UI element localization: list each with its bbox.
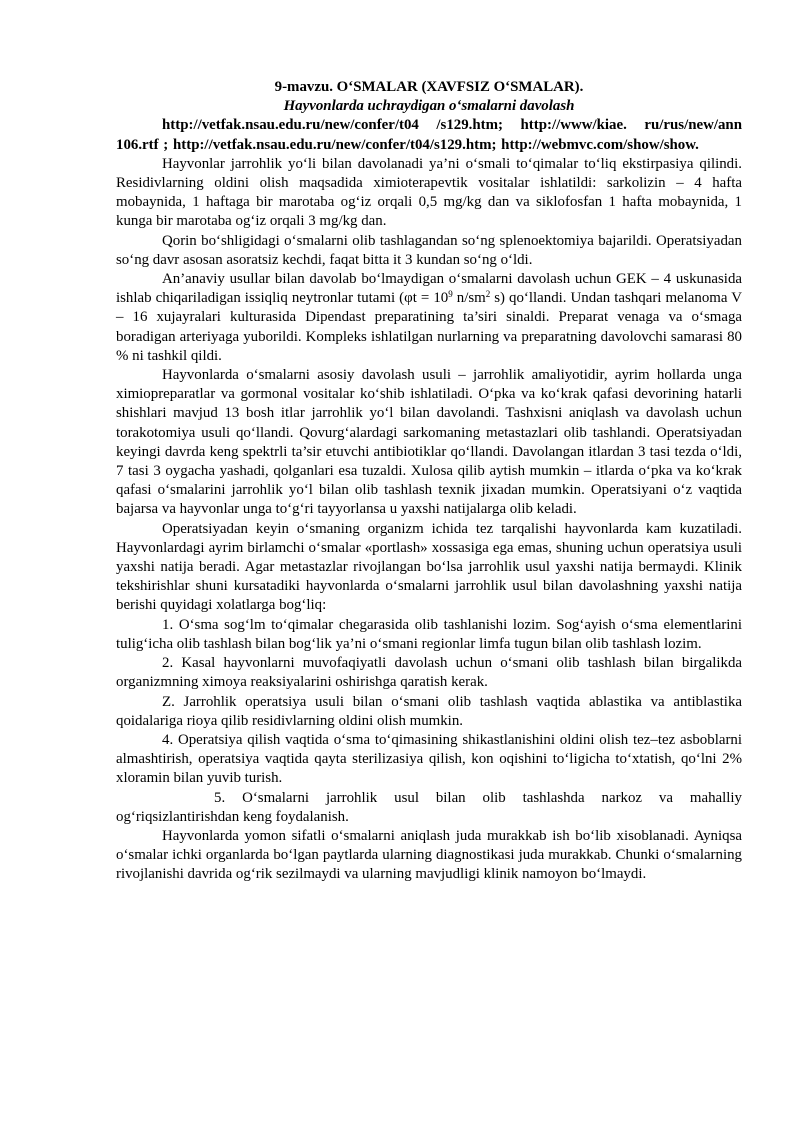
superscript-square: 2 (485, 289, 491, 300)
paragraph-metastasis: Operatsiyadan keyin o‘smaning organizm ichida tez tarqalishi hayvonlarda kam kuzatiladi. Hayvonlardagi ayrim birlamchi o‘smalar «portlash» xossasiga ega emas, shuning uchun operatsiya usuli yaxshi natija beradi. Agar metastazlar rivojlangan bo‘lsa jarrohlik usul yaxshi natija bermaydi. Klinik tekshirishlar shuni kursatadiki hayvonlarda o‘smalarni jarrohlik usul bilan davolashning yaxshi natija berishi quyidagi xolatlarga bog‘liq: (116, 520, 742, 614)
paragraph-splenectomy: Qorin bo‘shligidagi o‘smalarni olib tashlagandan so‘ng splenoektomiya bajarildi. Operatsiyadan so‘ng davr asosan asoratsiz kechdi, faqat bitta it 3 kundan so‘ng o‘ldi. (116, 232, 742, 268)
list-item-2: 2. Kasal hayvonlarni muvofaqiyatli davolash uchun o‘smani olib tashlash bilan birgalikda organizmning ximoya reaksiyalarini oshirishga qaratish kerak. (116, 655, 742, 691)
paragraph-surgery: Hayvonlarda o‘smalarni asosiy davolash usuli – jarrohlik amaliyotidir, ayrim hollarda unga ximiopreparatlar va gormonal vositalar ko‘shib ishlatiladi. O‘pka va ko‘krak qafasi devorining hatarli shishlari mavjud 13 bosh itlar jarrohlik yo‘l bilan davolandi. Tashxisni aniqlash va davolash uchun torakotomiya usuli qo‘llandi. Qovurg‘alardagi sarkomaning metastazlari olib tashlandi. Operatsiyadan keyingi davrda keng spektrli ta’sir etuvchi antibiotiklar qo‘llandi. Davolangan itlardan 3 tasi tezda o‘ldi, 7 tasi 3 oygacha yashadi, qolganlari esa tuzaldi. Xulosa qilib aytish mumkin – itlarda o‘pka va ko‘krak qafasi o‘smalarini jarrohlik yo‘l bilan olib tashlash texnik jixadan mumkin. Operatsiyani o‘z vaqtida bajarsa va hayvonlar unga to‘g‘ri tayyorlansa u yaxshi natijalarga olib keladi. (116, 367, 742, 518)
reference-links: http://vetfak.nsau.edu.ru/new/confer/t04 /s129.htm; http://www/kiae. ru/rus/new/ann 106.rtf ; http://vetfak.nsau.edu.ru/new/confer/t04/s129.htm; http://webmvc.com/show/show. (116, 117, 742, 153)
paragraph-neutron-text-a: An’anaviy usullar bilan davolab bo‘lmaydigan o‘smalarni davolash uchun GEK – 4 uskunasida ishlab chiqariladigan issiqliq neytronlar tutami (φt = 10 (116, 271, 742, 307)
document-subtitle: Hayvonlarda uchraydigan o‘smalarni davolash (283, 98, 575, 115)
list-item-3: Z. Jarrohlik operatsiya usuli bilan o‘smani olib tashlash vaqtida ablastika va antiblastika qoidalariga rioya qilib residivlarning oldini olish mumkin. (116, 693, 742, 729)
superscript-exponent: 9 (448, 289, 453, 300)
paragraph-neutron-text-c: s) qo‘llandi. Undan tashqari melanoma V – 16 xujayralari kulturasida Dipendast preparatining ta’siri sinaldi. Preparat venaga va o‘smaga boradigan arteriyaga yuborildi. Kompleks ishlatilgan nurlarning va preparatning davolovchi samarasi 80 % ni tashkil qildi. (116, 290, 742, 364)
list-item-5: 5. O‘smalarni jarrohlik usul bilan olib tashlashda narkoz va mahalliy og‘riqsizlantirishdan keng foydalanish. (116, 789, 742, 825)
document-title: 9-mavzu. O‘SMALAR (XAVFSIZ O‘SMALAR). (274, 79, 584, 95)
paragraph-neutron-text-b: n/sm (452, 290, 486, 307)
paragraph-neutron-therapy (116, 270, 742, 366)
list-item-4: 4. Operatsiya qilish vaqtida o‘sma to‘qimasining shikastlanishini oldini olish tez–tez asboblarni almashtirish, operatsiya vaqtida qayta sterilizasiya qilish, kon oqishini to‘ligicha to‘xtatish, qo‘lni 2% xloramin bilan yuvib turish. (116, 731, 742, 787)
document-page (116, 78, 742, 885)
list-item-1: 1. O‘sma sog‘lm to‘qimalar chegarasida olib tashlanishi lozim. Sog‘ayish o‘sma elementlarini tulig‘icha olib tashlash bilan bog‘lik ya’ni o‘smani regionlar limfa tugun bilan olib tashlash lozim. (116, 616, 742, 652)
paragraph-treatment: Hayvonlar jarrohlik yo‘li bilan davolanadi ya’ni o‘smali to‘qimalar to‘liq ekstirpasiya qilindi. Residivlarning oldini olish maqsadida ximioterapevtik vositalar ishlatildi: sarkolizin – 4 hafta mobaynida, 1 haftaga bir marotaba og‘iz orqali 0,5 mg/kg dan va siklofosfan 1 hafta mobaynida, 1 kunga bir marotaba og‘iz orqali 3 mg/kg dan. (116, 155, 742, 230)
paragraph-diagnostics: Hayvonlarda yomon sifatli o‘smalarni aniqlash juda murakkab ish bo‘lib xisoblanadi. Ayniqsa o‘smalar ichki organlarda bo‘lgan paytlarda ularning diagnostikasi juda murakkab. Chunki o‘smalarning rivojlanishi davrida og‘rik sezilmaydi va ularning mavjudligi klinik namoyon bo‘lmaydi. (116, 827, 742, 883)
